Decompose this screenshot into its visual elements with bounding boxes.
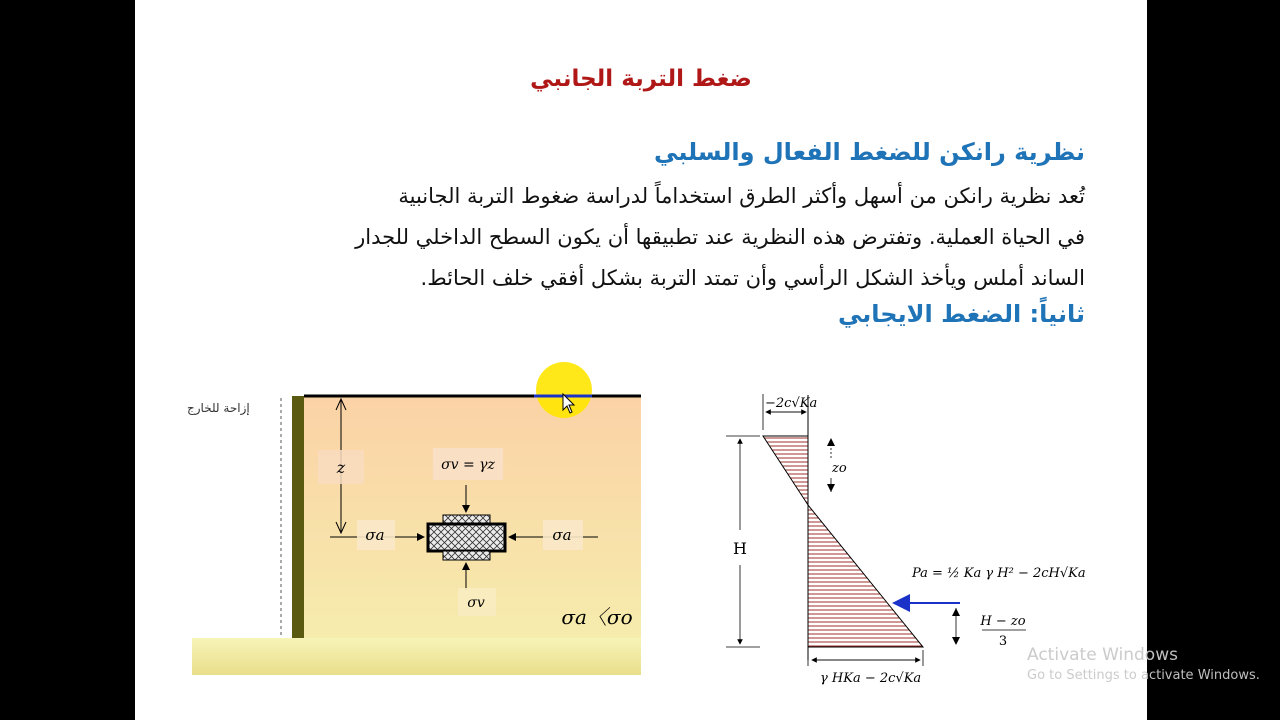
activate-windows-watermark bbox=[1027, 645, 1260, 683]
slide-title: ضغط التربة الجانبي bbox=[530, 66, 752, 92]
vertical-stress-equation: σv = γz bbox=[441, 457, 495, 473]
z0-label: zo bbox=[832, 461, 847, 476]
displacement-label: إزاحة للخارج bbox=[187, 401, 250, 415]
watermark-line-2: Go to Settings to activate Windows. bbox=[1027, 668, 1260, 683]
bottom-pressure-value: γ HKa − 2c√Ka bbox=[820, 671, 922, 686]
lever-arm-numerator: H − zo bbox=[980, 614, 1026, 629]
lever-arm-denominator: 3 bbox=[998, 634, 1008, 649]
sigma-v-bottom-label: σv bbox=[467, 595, 485, 611]
paragraph-line-2: في الحياة العملية. وتفترض هذه النظرية عند تطبيقها أن يكون السطح الداخلي للجدار bbox=[355, 225, 1085, 249]
tension-zone-triangle bbox=[763, 436, 808, 505]
watermark-line-1: Activate Windows bbox=[1027, 645, 1178, 665]
depth-label-z: z bbox=[336, 458, 346, 477]
compression-zone-triangle bbox=[808, 505, 923, 647]
paragraph-line-1: تُعد نظرية رانكن من أسهل وأكثر الطرق استخداماً لدراسة ضغوط التربة الجانبية bbox=[398, 184, 1085, 208]
stress-relation: σa〈σo bbox=[561, 605, 633, 629]
subheading-active-pressure: ثانياً: الضغط الايجابي bbox=[838, 300, 1085, 328]
paragraph-line-3: الساند أملس ويأخذ الشكل الرأسي وأن تمتد التربة بشكل أفقي خلف الحائط. bbox=[420, 266, 1085, 290]
section-heading: نظرية رانكن للضغط الفعال والسلبي bbox=[654, 138, 1085, 166]
active-force-equation: Pa = ½ Ka γ H² − 2cH√Ka bbox=[912, 566, 1086, 581]
top-tension-value: −2c√Ka bbox=[765, 396, 818, 411]
sigma-a-right-label: σa bbox=[552, 526, 572, 544]
height-label-h: H bbox=[733, 539, 747, 558]
sigma-a-left-label: σa bbox=[365, 526, 385, 544]
